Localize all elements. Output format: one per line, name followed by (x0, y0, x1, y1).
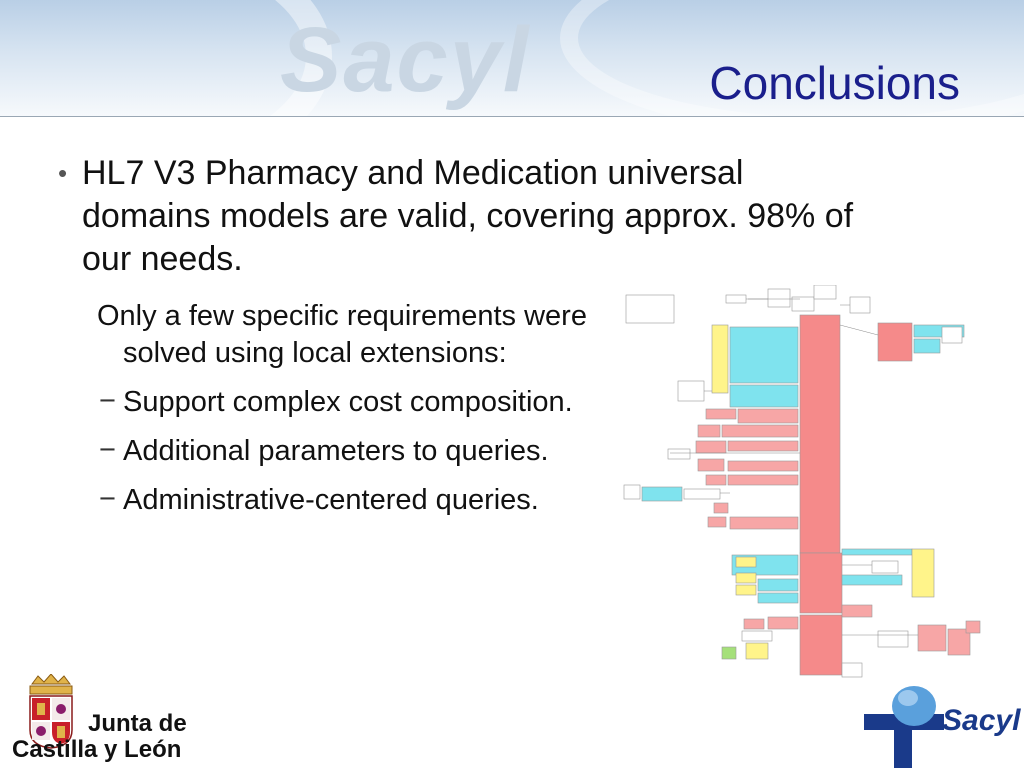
sub-content (97, 298, 607, 519)
logo-text-line1: Junta de (88, 710, 187, 737)
list-item-text: Additional parameters to queries. (123, 435, 549, 467)
sacyl-logo-text: Sacyl (942, 704, 1021, 737)
dash-icon: − (99, 385, 116, 417)
bullet-dot-icon: • (58, 158, 68, 188)
sacyl-logo (864, 684, 1024, 768)
watermark-logo: Sacyl (280, 9, 531, 111)
list-item (97, 482, 607, 519)
list-item (97, 384, 607, 421)
sacyl-cross-icon (864, 684, 944, 768)
dash-icon: − (99, 483, 116, 515)
main-bullet-text: HL7 V3 Pharmacy and Medication universal domains models are valid, covering approx. 98% of our needs. (82, 154, 854, 278)
sub-intro: Only a few specific requirements were solved using local extensions: (97, 300, 587, 369)
model-diagram (618, 285, 988, 685)
logo-text-line2: Castilla y León (12, 736, 182, 763)
dash-icon: − (99, 434, 116, 466)
list-item-text: Support complex cost composition. (123, 386, 573, 418)
junta-castilla-leon-logo (6, 660, 196, 763)
list-item (97, 433, 607, 470)
list-item-text: Administrative-centered queries. (123, 484, 539, 516)
main-bullet (58, 152, 858, 281)
header-divider (0, 116, 1024, 117)
sub-list (97, 384, 607, 519)
page-title: Conclusions (709, 57, 960, 109)
